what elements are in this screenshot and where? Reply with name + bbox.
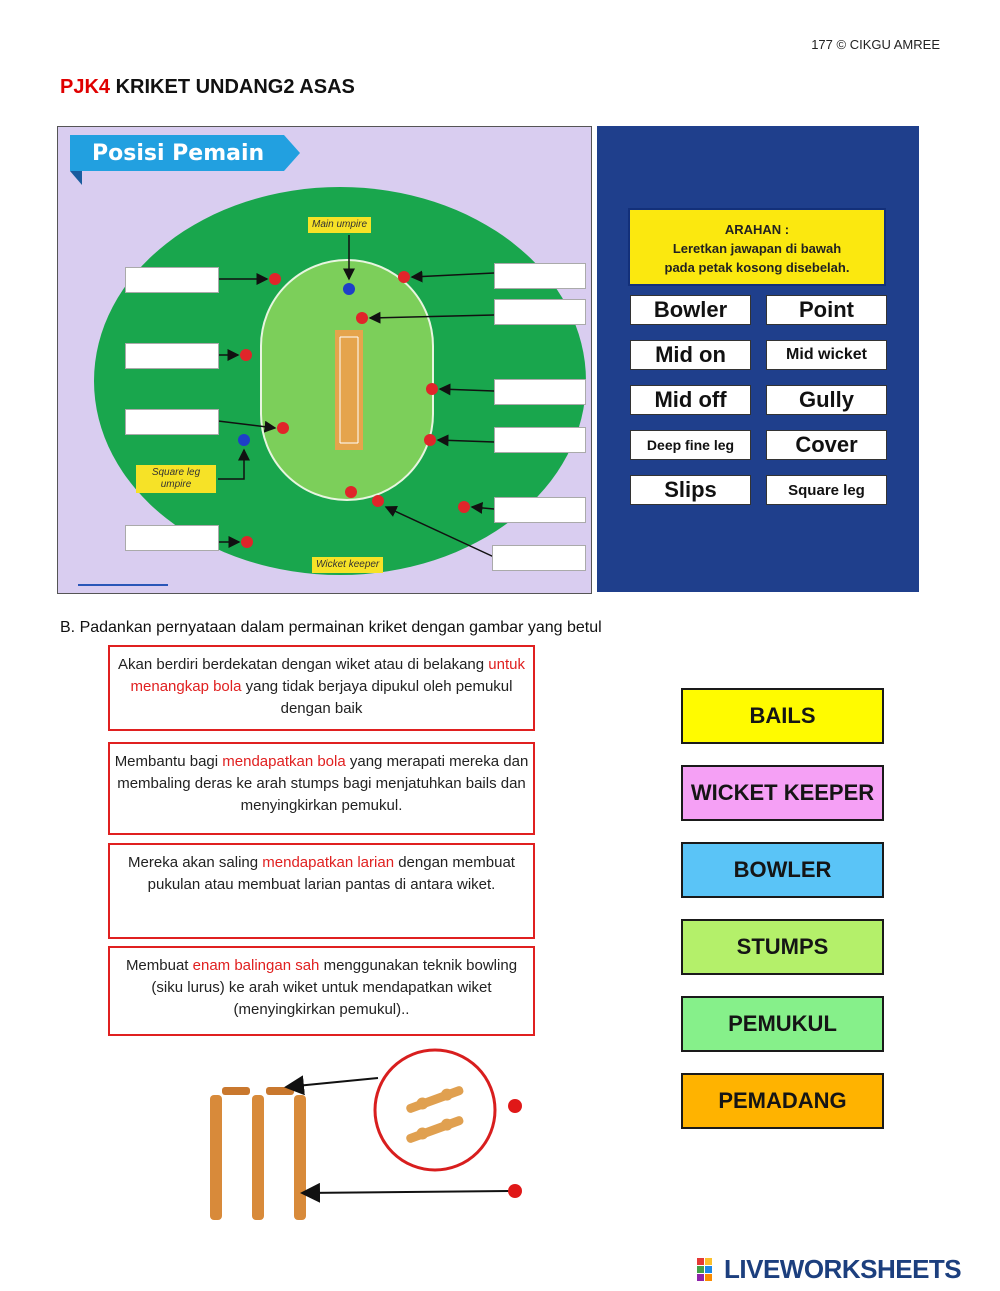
answer-bowler[interactable]: BOWLER [681, 842, 884, 898]
statement-box[interactable]: Akan berdiri berdekatan dengan wiket atau di belakang untuk menangkap bola yang tidak berjaya dipukul oleh pemukul dengan baik [108, 645, 535, 731]
field-diagram [57, 126, 592, 594]
pitch [335, 330, 363, 450]
main-umpire-label: Main umpire [308, 217, 371, 233]
answer-drop-box[interactable] [494, 263, 586, 289]
answer-drop-box[interactable] [125, 409, 219, 435]
option-point[interactable]: Point [766, 295, 887, 325]
option-deep-fine-leg[interactable]: Deep fine leg [630, 430, 751, 460]
drop-point-stumps[interactable] [508, 1184, 522, 1198]
option-slips[interactable]: Slips [630, 475, 751, 505]
answer-drop-box[interactable] [494, 427, 586, 453]
instruction-box: ARAHAN : Leretkan jawapan di bawah pada petak kosong disebelah. [628, 208, 886, 286]
banner-title: Posisi Pemain [92, 141, 265, 166]
option-mid-wicket[interactable]: Mid wicket [766, 340, 887, 370]
option-gully[interactable]: Gully [766, 385, 887, 415]
wicket-illustration [190, 1045, 540, 1225]
option-square-leg[interactable]: Square leg [766, 475, 887, 505]
statement-box[interactable]: Mereka akan saling mendapatkan larian dengan membuat pukulan atau membuat larian pantas di antara wiket. [108, 843, 535, 939]
wicket-keeper-label: Wicket keeper [312, 557, 383, 573]
option-mid-on[interactable]: Mid on [630, 340, 751, 370]
main-umpire-dot [343, 283, 355, 295]
answer-drop-box[interactable] [494, 497, 586, 523]
square-leg-umpire-label: Square leg umpire [136, 465, 216, 493]
section-b-instruction: B. Padankan pernyataan dalam permainan kriket dengan gambar yang betul [60, 619, 602, 636]
option-cover[interactable]: Cover [766, 430, 887, 460]
answer-stumps[interactable]: STUMPS [681, 919, 884, 975]
liveworksheets-logo-icon [697, 1258, 721, 1284]
title-rest: KRIKET UNDANG2 ASAS [110, 76, 355, 98]
option-mid-off[interactable]: Mid off [630, 385, 751, 415]
answer-drop-box[interactable] [125, 525, 219, 551]
answer-drop-box[interactable] [492, 545, 586, 571]
square-leg-umpire-dot [238, 434, 250, 446]
bails-zoom-circle [375, 1050, 495, 1170]
copyright-text: 177 © CIKGU AMREE [811, 37, 940, 52]
answer-bails[interactable]: BAILS [681, 688, 884, 744]
drop-point-bails[interactable] [508, 1099, 522, 1113]
answer-drop-box[interactable] [125, 343, 219, 369]
statement-box[interactable]: Membuat enam balingan sah menggunakan teknik bowling (siku lurus) ke arah wiket untuk mendapatkan wiket (menyingkirkan pemukul).. [108, 946, 535, 1036]
answer-drop-box[interactable] [125, 267, 219, 293]
page-title [60, 76, 355, 99]
title-prefix: PJK4 [60, 76, 111, 98]
stumps-graphic [210, 1087, 306, 1220]
liveworksheets-brand: LIVEWORKSHEETS [724, 1254, 962, 1284]
answer-drop-box[interactable] [494, 379, 586, 405]
answer-pemadang[interactable]: PEMADANG [681, 1073, 884, 1129]
answer-wicket-keeper[interactable]: WICKET KEEPER [681, 765, 884, 821]
answer-drop-box[interactable] [494, 299, 586, 325]
answer-pemukul[interactable]: PEMUKUL [681, 996, 884, 1052]
statement-box[interactable]: Membantu bagi mendapatkan bola yang merapati mereka dan membaling deras ke arah stumps bagi menjatuhkan bails dan menyingkirkan pemukul. [108, 742, 535, 835]
option-bowler[interactable]: Bowler [630, 295, 751, 325]
